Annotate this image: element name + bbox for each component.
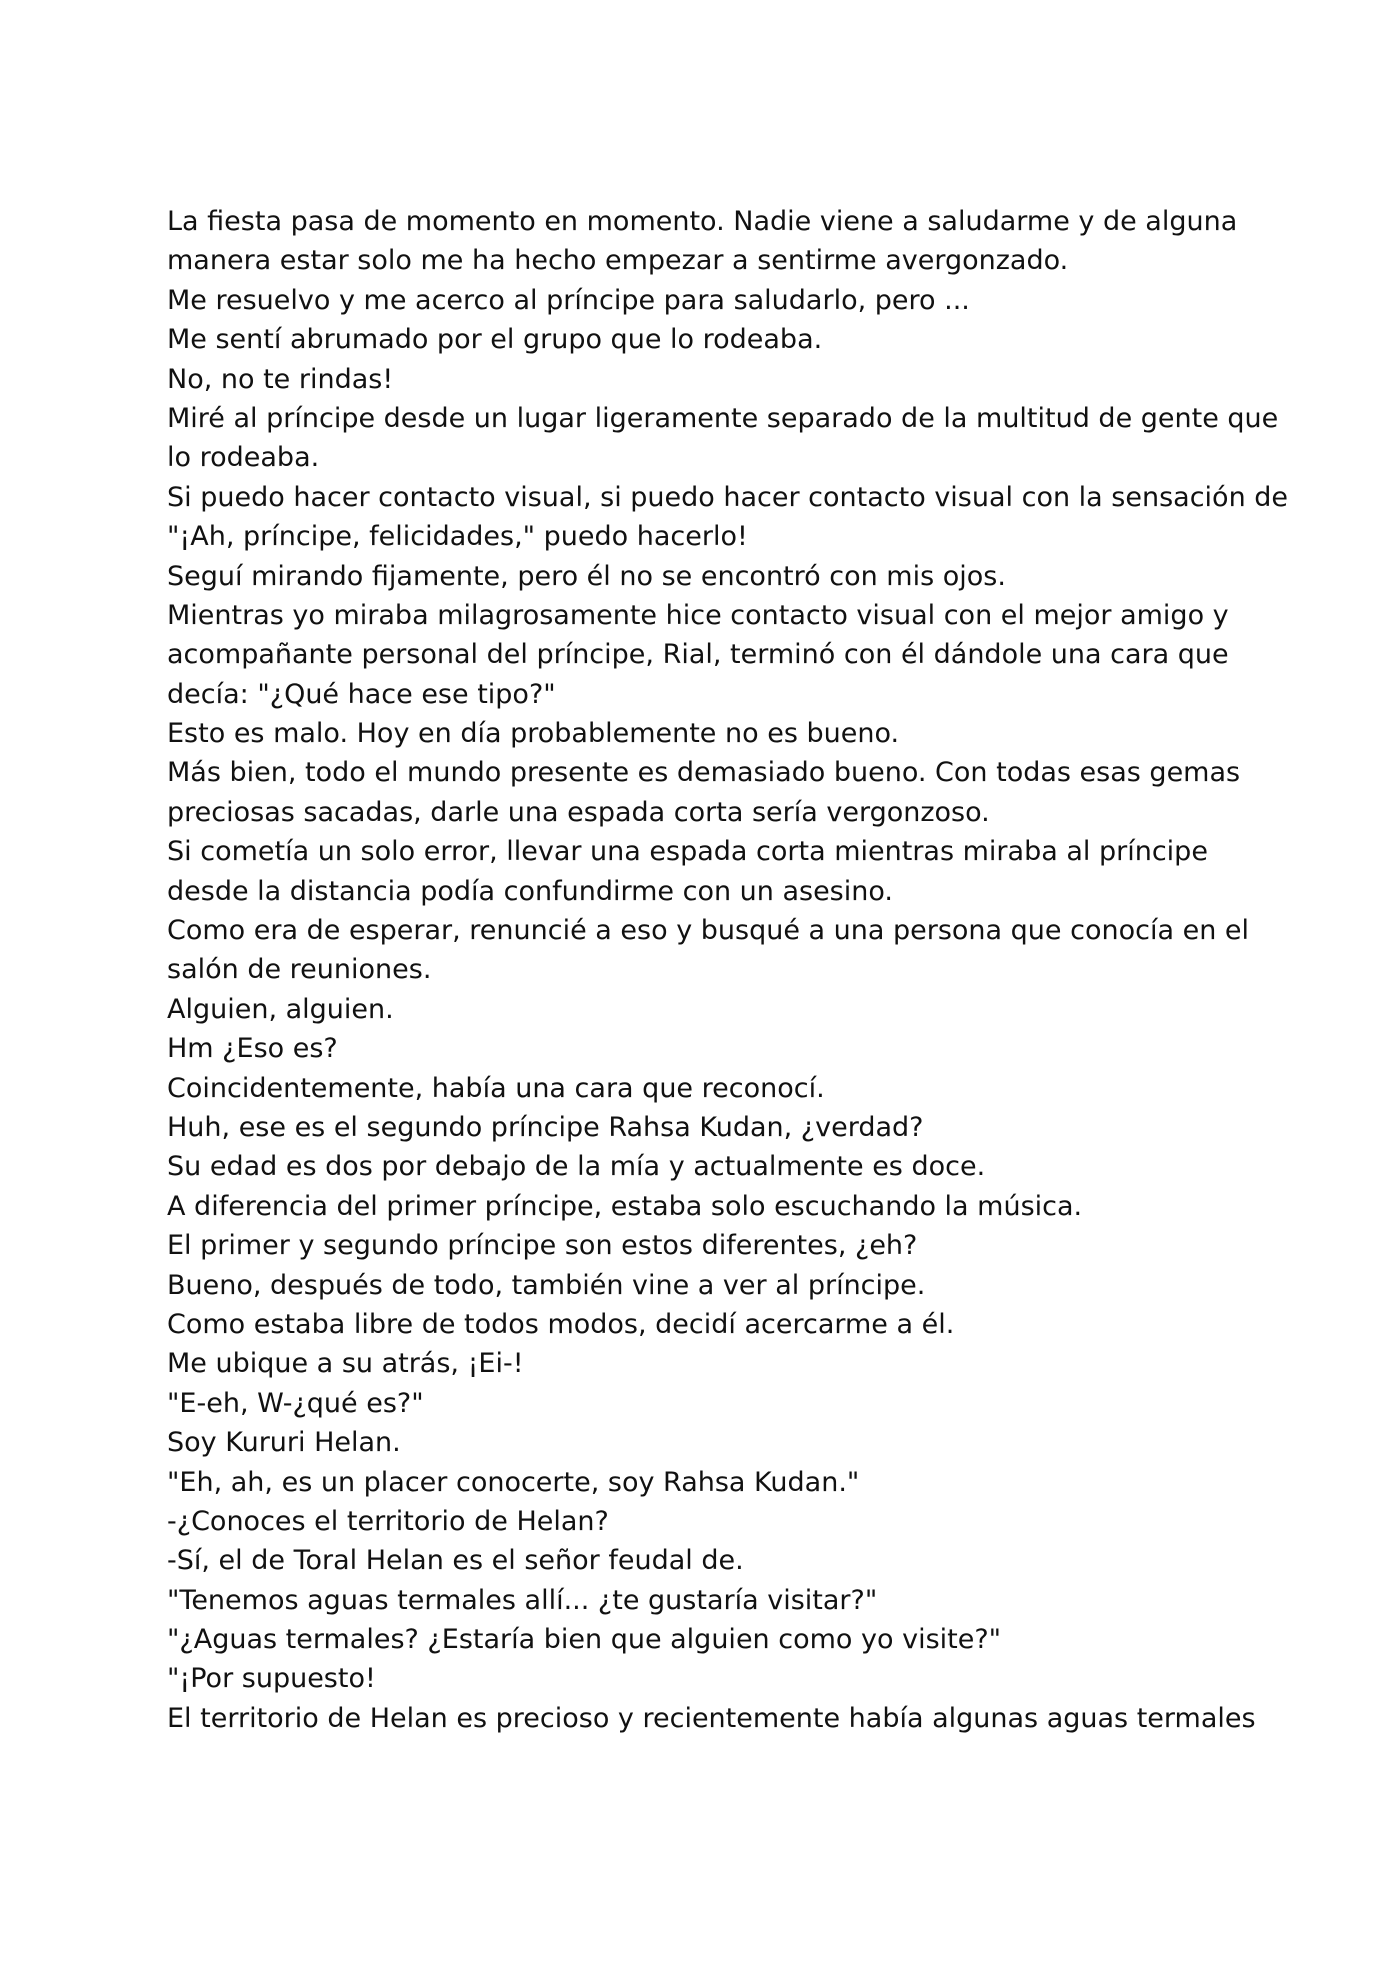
text-line: acompañante personal del príncipe, Rial, terminó con él dándole una cara que [167,639,1229,671]
text-line: Esto es malo. Hoy en día probablemente no es bueno. [167,718,900,750]
text-line: "Eh, ah, es un placer conocerte, soy Rahsa Kudan." [167,1466,860,1498]
text-line: A diferencia del primer príncipe, estaba solo escuchando la música. [167,1190,1083,1222]
text-line: preciosas sacadas, darle una espada corta sería vergonzoso. [167,796,990,828]
text-line: Su edad es dos por debajo de la mía y actualmente es doce. [167,1151,986,1183]
text-line: El primer y segundo príncipe son estos diferentes, ¿eh? [167,1230,918,1262]
text-line: Coincidentemente, había una cara que reconocí. [167,1072,825,1104]
text-line: decía: "¿Qué hace ese tipo?" [167,678,556,710]
text-line: El territorio de Helan es precioso y recientemente había algunas aguas termales [167,1702,1256,1734]
text-line: "¿Aguas termales? ¿Estaría bien que alguien como yo visite?" [167,1624,1002,1656]
text-line: -¿Conoces el territorio de Helan? [167,1505,609,1537]
text-line: Si puedo hacer contacto visual, si puedo hacer contacto visual con la sensación de [167,481,1289,513]
text-line: Bueno, después de todo, también vine a ver al príncipe. [167,1269,926,1301]
text-line: Más bien, todo el mundo presente es demasiado bueno. Con todas esas gemas [167,757,1241,789]
text-line: -Sí, el de Toral Helan es el señor feudal de. [167,1545,744,1577]
text-line: Si cometía un solo error, llevar una espada corta mientras miraba al príncipe [167,836,1208,868]
text-line: lo rodeaba. [167,442,320,474]
text-line: Seguí mirando fijamente, pero él no se encontró con mis ojos. [167,560,1006,592]
text-line: "E-eh, W-¿qué es?" [167,1387,424,1419]
text-line: Como era de esperar, renuncié a eso y busqué a una persona que conocía en el [167,915,1250,947]
text-line: Me resuelvo y me acerco al príncipe para saludarlo, pero ... [167,284,970,316]
text-line: "¡Ah, príncipe, felicidades," puedo hacerlo! [167,521,748,553]
text-line: "Tenemos aguas termales allí... ¿te gustaría visitar?" [167,1584,878,1616]
text-line: La fiesta pasa de momento en momento. Nadie viene a saludarme y de alguna [167,206,1238,237]
text-line: Huh, ese es el segundo príncipe Rahsa Kudan, ¿verdad? [167,1111,924,1143]
text-line: manera estar solo me ha hecho empezar a sentirme avergonzado. [167,245,1069,277]
text-line: Alguien, alguien. [167,993,394,1025]
text-line: Me ubique a su atrás, ¡Ei-! [167,1348,524,1380]
text-line: Como estaba libre de todos modos, decidí acercarme a él. [167,1308,955,1340]
text-line: Hm ¿Eso es? [167,1033,338,1065]
text-line: salón de reuniones. [167,954,432,986]
text-line: Mientras yo miraba milagrosamente hice contacto visual con el mejor amigo y [167,599,1229,631]
text-line: desde la distancia podía confundirme con un asesino. [167,875,893,907]
text-line: No, no te rindas! [167,363,394,395]
text-line: "¡Por supuesto! [167,1663,376,1695]
text-line: Miré al príncipe desde un lugar ligeramente separado de la multitud de gente que [167,402,1279,434]
text-line: Soy Kururi Helan. [167,1427,401,1459]
body-text [167,202,1287,1738]
text-line: Me sentí abrumado por el grupo que lo rodeaba. [167,324,823,356]
